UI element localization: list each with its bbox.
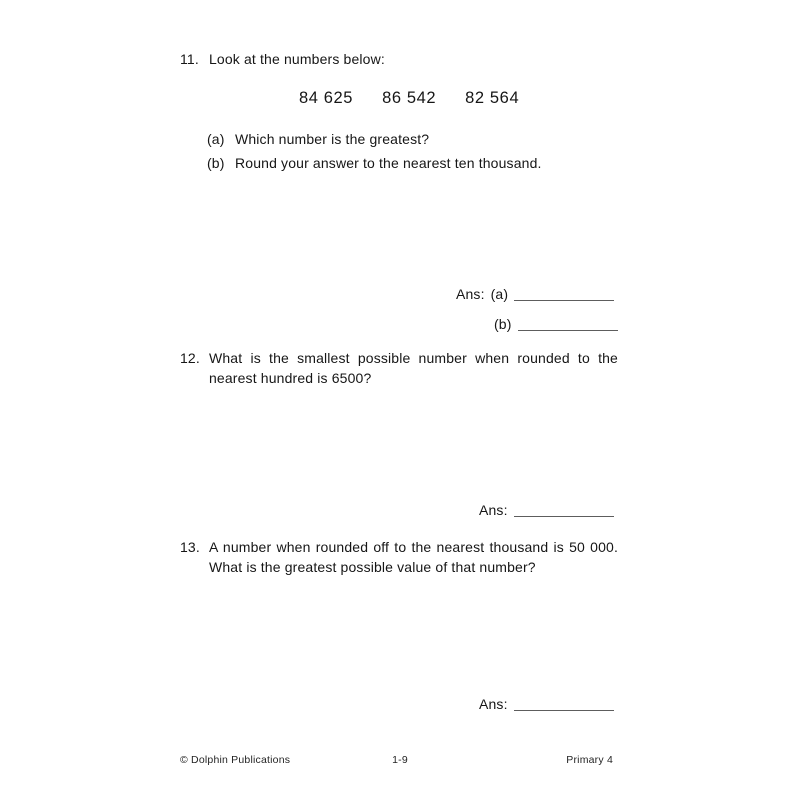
question-11 xyxy=(180,49,618,69)
ans-part-a-label: (a) xyxy=(490,286,509,302)
answer-row-13 xyxy=(479,695,614,713)
footer-copyright: © Dolphin Publications xyxy=(180,754,291,766)
number-option-2: 86 542 xyxy=(382,89,437,107)
question-13-number: 13. xyxy=(180,539,200,555)
part-a-label: (a) xyxy=(207,131,225,147)
question-11-heading xyxy=(180,49,618,69)
ans-prefix: Ans: xyxy=(479,502,508,518)
question-11-part-a xyxy=(207,129,619,149)
question-12-number: 12. xyxy=(180,350,200,366)
ans-part-b-label: (b) xyxy=(494,316,512,332)
question-13 xyxy=(180,537,618,577)
question-12-heading xyxy=(180,348,618,388)
ans-prefix: Ans: xyxy=(479,696,508,712)
answer-line-11b xyxy=(518,330,618,331)
part-b-text: Round your answer to the nearest ten thousand. xyxy=(235,155,542,171)
question-13-heading xyxy=(180,537,618,577)
part-b-label: (b) xyxy=(207,155,225,171)
answer-row-11a xyxy=(456,285,614,303)
answer-row-12 xyxy=(479,501,614,519)
answer-line-13 xyxy=(514,710,614,711)
answer-line-11a xyxy=(514,300,614,301)
footer-level: Primary 4 xyxy=(566,754,613,766)
answer-row-11b xyxy=(494,315,618,333)
question-11-parts xyxy=(207,129,619,177)
question-12 xyxy=(180,348,618,388)
question-11-part-b xyxy=(207,153,619,173)
question-11-number-options xyxy=(299,88,519,108)
part-a-text: Which number is the greatest? xyxy=(235,131,430,147)
answer-line-12 xyxy=(514,516,614,517)
question-12-text: What is the smallest possible number when rounded to the nearest hundred is 6500? xyxy=(209,350,618,386)
number-option-1: 84 625 xyxy=(299,89,354,107)
footer-page-number: 1-9 xyxy=(392,754,408,766)
question-13-text: A number when rounded off to the nearest thousand is 50 000. What is the greatest possible value of that number? xyxy=(209,539,618,575)
number-option-3: 82 564 xyxy=(465,89,520,107)
question-11-number: 11. xyxy=(180,51,199,67)
question-11-text: Look at the numbers below: xyxy=(209,51,385,67)
ans-prefix: Ans: xyxy=(456,286,485,302)
